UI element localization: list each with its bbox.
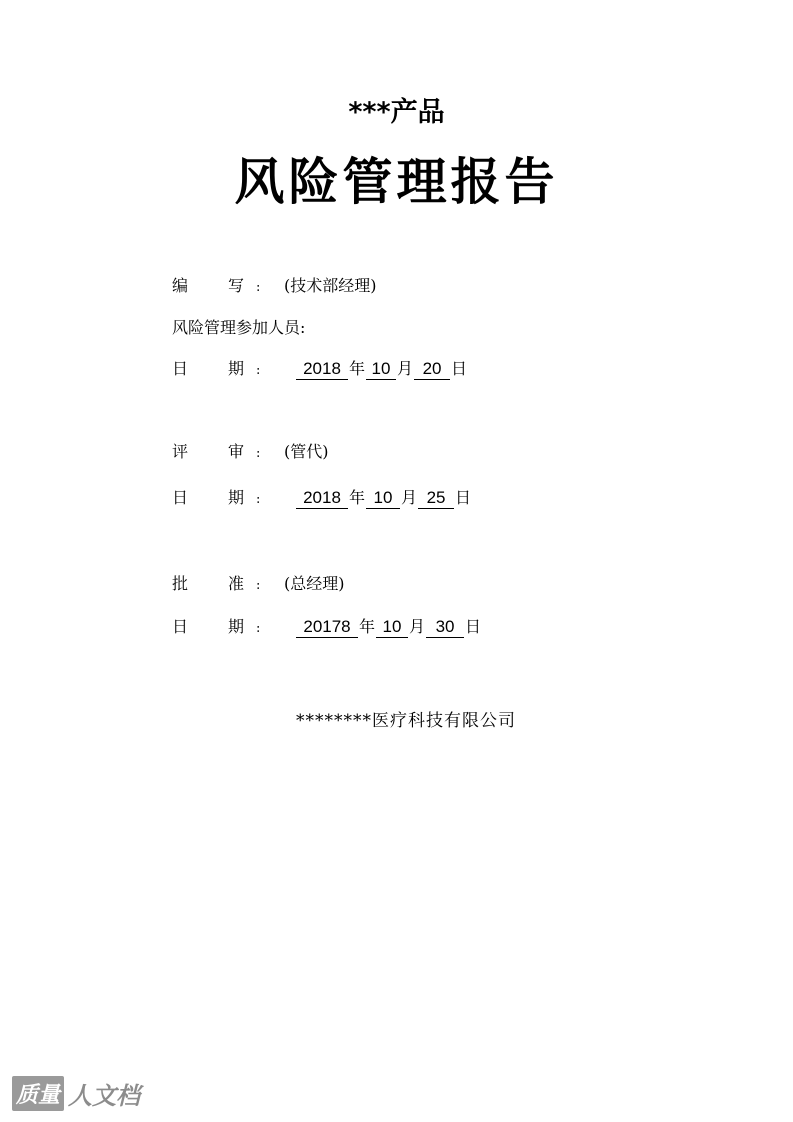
date3-label-b: 期	[228, 617, 245, 636]
compile-role: (技术部经理)	[284, 276, 377, 295]
date1-row	[172, 357, 468, 381]
date2-row	[172, 486, 472, 510]
approve-role: (总经理)	[284, 574, 345, 593]
date2-day-unit: 日	[455, 488, 472, 507]
compile-row	[172, 274, 377, 298]
date2-month: 10	[366, 488, 400, 509]
report-title: 风险管理报告	[234, 152, 559, 211]
approve-colon: :	[256, 578, 261, 593]
date3-label-a: 日	[172, 617, 189, 636]
date3-month-unit: 月	[409, 617, 426, 636]
watermark-logo	[12, 1076, 140, 1110]
review-label-b: 审	[228, 442, 245, 461]
date2-day: 25	[418, 488, 454, 509]
review-label-a: 评	[172, 442, 189, 461]
date3-year-unit: 年	[359, 617, 376, 636]
date2-year: 2018	[296, 488, 348, 509]
review-row	[172, 440, 329, 464]
watermark-box: 质量	[12, 1076, 64, 1111]
compile-label-a: 编	[172, 276, 189, 295]
watermark-text: 人文档	[68, 1081, 141, 1110]
date1-month: 10	[366, 359, 396, 380]
compile-label-b: 写	[228, 276, 245, 295]
date1-label-b: 期	[228, 359, 245, 378]
date3-colon: :	[256, 621, 261, 636]
date1-month-unit: 月	[397, 359, 414, 378]
date1-day: 20	[414, 359, 450, 380]
approve-row	[172, 572, 345, 596]
product-subtitle: ***产品	[348, 97, 445, 128]
participants-row	[172, 316, 305, 340]
date1-label-a: 日	[172, 359, 189, 378]
date3-year: 20178	[296, 617, 358, 638]
date1-year-unit: 年	[349, 359, 366, 378]
date3-month: 10	[376, 617, 408, 638]
date3-row	[172, 615, 482, 639]
review-role: (管代)	[284, 442, 329, 461]
date2-month-unit: 月	[401, 488, 418, 507]
date3-day: 30	[426, 617, 464, 638]
approve-label-b: 准	[228, 574, 245, 593]
approve-label-a: 批	[172, 574, 189, 593]
compile-colon: :	[256, 280, 261, 295]
date2-label-b: 期	[228, 488, 245, 507]
date2-label-a: 日	[172, 488, 189, 507]
date2-year-unit: 年	[349, 488, 366, 507]
date1-colon: :	[256, 363, 261, 378]
date1-day-unit: 日	[451, 359, 468, 378]
participants-label: 风险管理参加人员:	[172, 318, 306, 337]
date1-year: 2018	[296, 359, 348, 380]
date3-day-unit: 日	[465, 617, 482, 636]
company-name: ********医疗科技有限公司	[296, 711, 516, 731]
review-colon: :	[256, 446, 261, 461]
date2-colon: :	[256, 492, 261, 507]
